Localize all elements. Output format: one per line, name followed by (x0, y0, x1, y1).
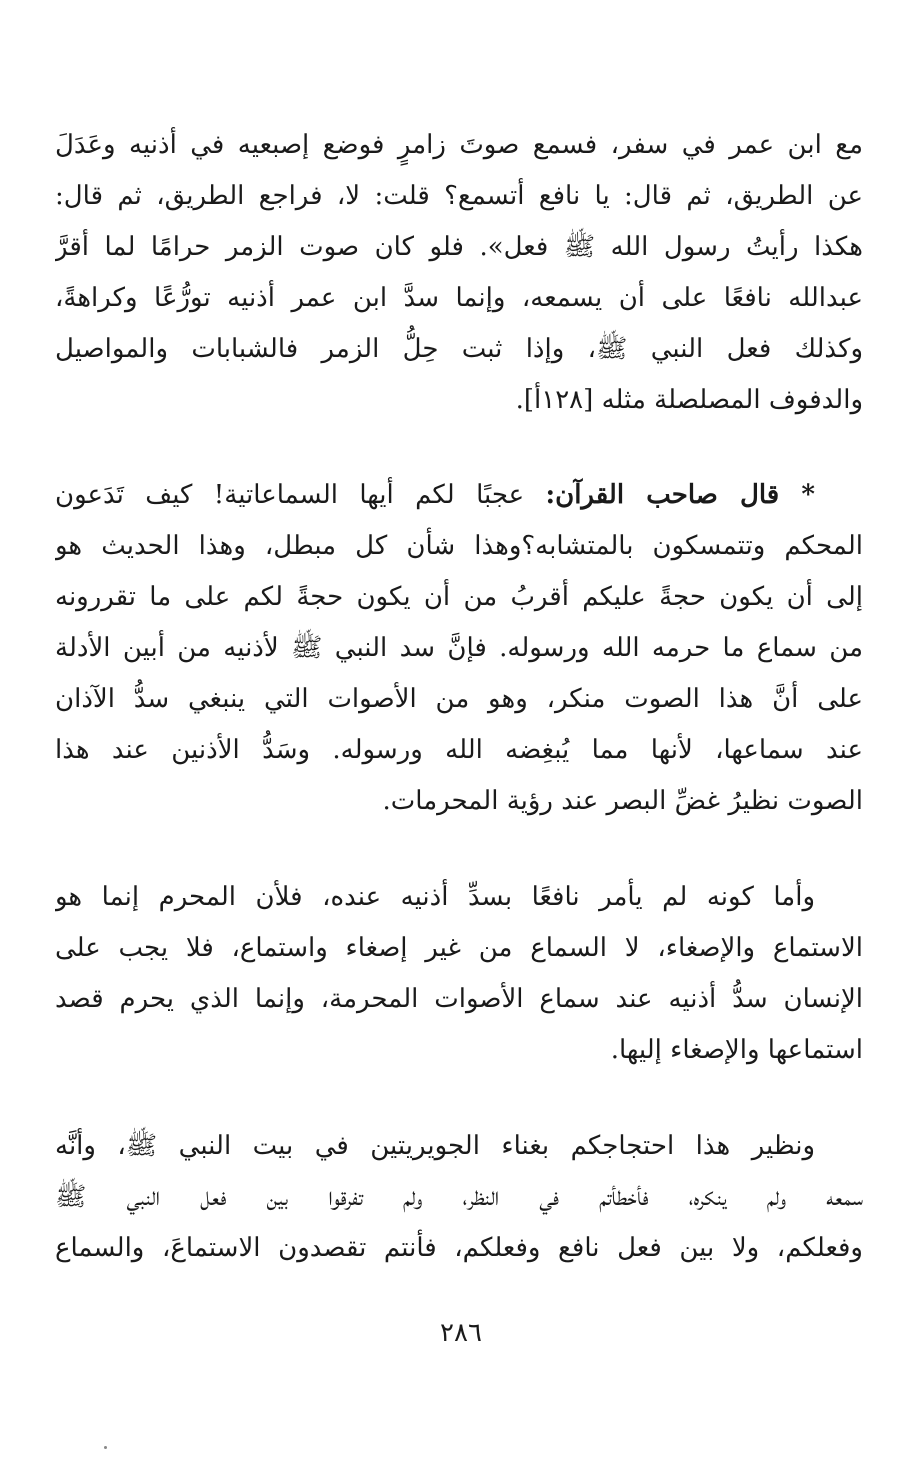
text-line: سمعه ولم ينكره، فأخطأتم في النظر، ولم تفرقوا بين فعل النبي ﷺ (55, 1182, 863, 1212)
text-line-first (55, 470, 863, 521)
scan-speck (104, 1446, 107, 1449)
text-line: والدفوف المصلصلة مثله [١٢٨أ]. (515, 385, 863, 415)
paragraph-lead: * قال صاحب القرآن: (545, 480, 815, 510)
paragraph-1 (55, 120, 863, 426)
text-line: إلى أن يكون حجةً عليكم أقربُ من أن يكون حجةً لكم على ما تقررونه (55, 582, 863, 612)
text-line: وكذلك فعل النبي ﷺ، وإذا ثبت حِلُّ الزمر فالشبابات والمواصيل (55, 334, 863, 364)
text-line: عند سماعها، لأنها مما يُبغِضه الله ورسوله. وسَدُّ الأذنين عند هذا (55, 735, 863, 765)
text-line: وأما كونه لم يأمر نافعًا بسدِّ أذنيه عنده، فلأن المحرم إنما هو (55, 882, 815, 912)
text-line: الاستماع والإصغاء، لا السماع من غير إصغاء واستماع، فلا يجب على (55, 933, 863, 963)
paragraph-3 (55, 872, 863, 1076)
page-number: ٢٨٦ (440, 1318, 482, 1348)
text-line: المحكم وتتمسكون بالمتشابه؟وهذا شأن كل مبطل، وهذا الحديث هو (55, 531, 863, 561)
text-line: الصوت نظيرُ غضِّ البصر عند رؤية المحرمات. (382, 786, 863, 816)
text-line: ونظير هذا احتجاجكم بغناء الجويريتين في بيت النبي ﷺ، وأنَّه (55, 1131, 815, 1161)
text-line: على أنَّ هذا الصوت منكر، وهو من الأصوات التي ينبغي سدُّ الآذان (55, 684, 863, 714)
text-line: الإنسان سدُّ أذنيه عند سماع الأصوات المحرمة، وإنما الذي يحرم قصد (55, 984, 863, 1014)
text-line: عبدالله نافعًا على أن يسمعه، وإنما سدَّ ابن عمر أذنيه تورُّعًا وكراهةً، (55, 283, 863, 313)
text-line: من سماع ما حرمه الله ورسوله. فإنَّ سد النبي ﷺ لأذنيه من أبين الأدلة (55, 633, 863, 663)
text-line: استماعها والإصغاء إليها. (610, 1035, 863, 1065)
paragraph-lead-rest: عجبًا لكم أيها السماعاتية! كيف تَدَعون (55, 480, 525, 510)
paragraph-4 (55, 1121, 863, 1274)
text-line: هكذا رأيتُ رسول الله ﷺ فعل». فلو كان صوت الزمر حرامًا لما أقرَّ (55, 232, 863, 262)
text-line: وفعلكم، ولا بين فعل نافع وفعلكم، فأنتم تقصدون الاستماعَ، والسماع (55, 1233, 863, 1263)
text-line: عن الطريق، ثم قال: يا نافع أتسمع؟ قلت: لا، فراجع الطريق، ثم قال: (55, 181, 863, 211)
text-line: مع ابن عمر في سفر، فسمع صوتَ زامرٍ فوضع إصبعيه في أذنيه وعَدَلَ (55, 130, 863, 160)
paragraph-2 (55, 470, 863, 827)
